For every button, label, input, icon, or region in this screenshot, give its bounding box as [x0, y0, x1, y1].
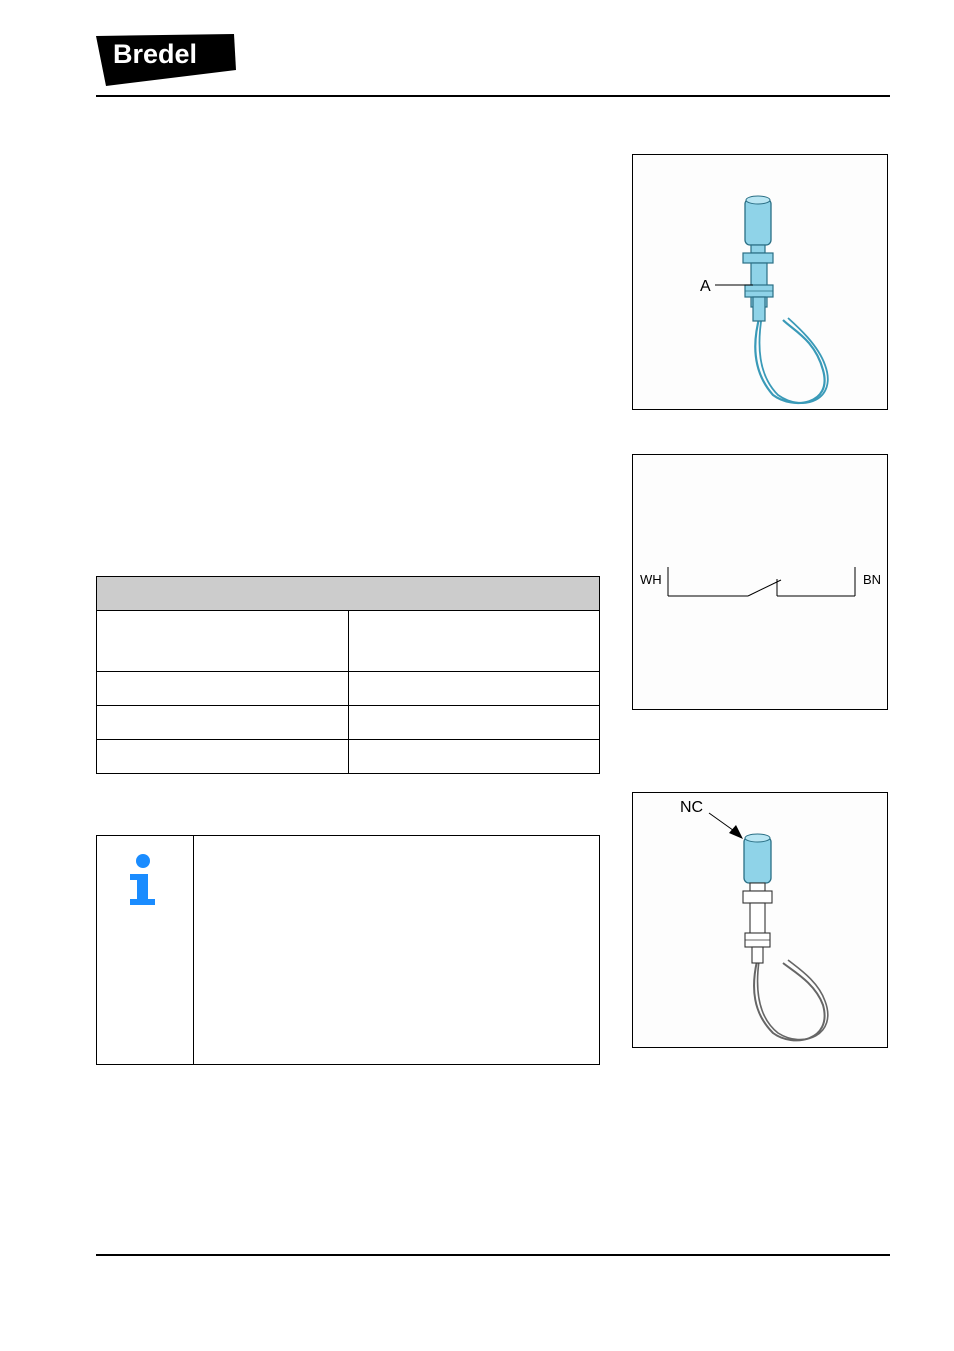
- callout-nc-label: NC: [680, 799, 704, 816]
- info-icon: [125, 852, 161, 908]
- row-value: [348, 740, 600, 774]
- table-row: [97, 672, 600, 706]
- row-label: [97, 740, 349, 774]
- header-rule: [96, 95, 890, 97]
- brand-logo-text: Bredel: [113, 39, 198, 69]
- terminal-wh-label: WH: [640, 572, 662, 587]
- terminal-bn-label: BN: [863, 572, 882, 587]
- table-row: [97, 706, 600, 740]
- info-note: [96, 835, 600, 1065]
- figure-sensor-nc: [632, 792, 888, 1048]
- figure-wiring-diagram: [632, 454, 888, 710]
- row-value: [348, 672, 600, 706]
- footer-rule: [96, 1254, 890, 1256]
- callout-a-label: A: [700, 278, 711, 295]
- table-row: [97, 611, 600, 672]
- brand-logo: [96, 34, 236, 88]
- row-label: [97, 611, 349, 672]
- table-row: [97, 740, 600, 774]
- spec-table-header: [97, 577, 600, 611]
- row-label: [97, 706, 349, 740]
- figure-sensor-assembly: [632, 154, 888, 410]
- row-label: [97, 672, 349, 706]
- row-value: [348, 706, 600, 740]
- spec-table: [96, 576, 600, 774]
- note-icon-cell: [97, 836, 194, 1064]
- row-value: [348, 611, 600, 672]
